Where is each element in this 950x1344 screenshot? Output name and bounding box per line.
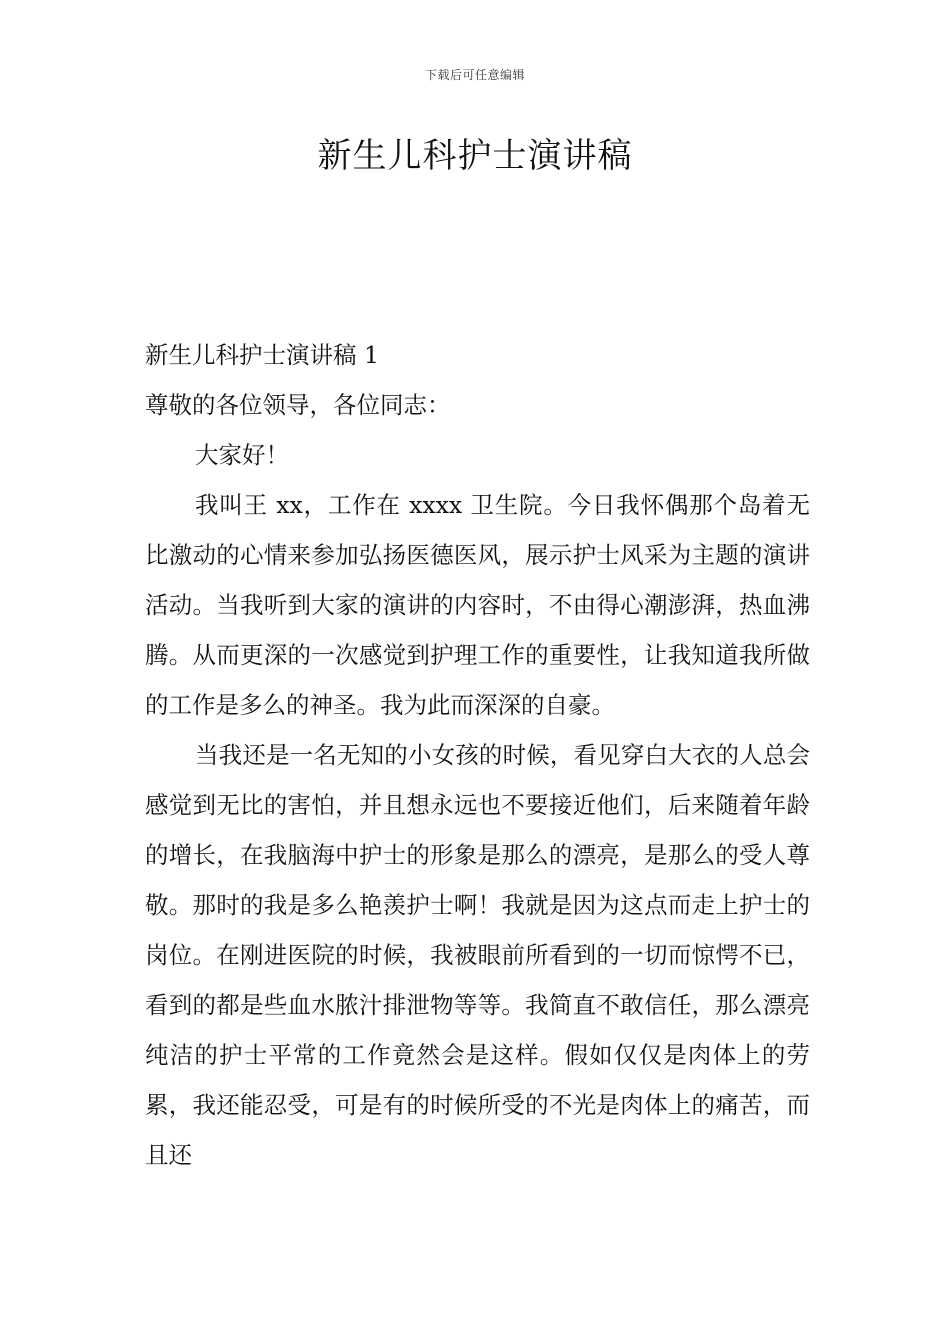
document-body [145,330,810,1180]
paragraph-story: 当我还是一名无知的小女孩的时候，看见穿白大衣的人总会感觉到无比的害怕，并且想永远也不要接近他们，后来随着年龄的增长，在我脑海中护士的形象是那么的漂亮，是那么的受人尊敬。那时的我是多么艳羡护士啊！我就是因为这点而走上护士的岗位。在刚进医院的时候，我被眼前所看到的一切而惊愕不已，看到的都是些血水脓汁排泄物等等。我简直不敢信任，那么漂亮纯洁的护士平常的工作竟然会是这样。假如仅仅是肉体上的劳累，我还能忍受，可是有的时候所受的不光是肉体上的痛苦，而且还 [145,741,810,1169]
section-heading: 新生儿科护士演讲稿 1 [145,341,379,369]
document-title: 新生儿科护士演讲稿 [317,136,633,176]
paragraph-greeting: 大家好！ [195,441,289,469]
header-note: 下载后可任意编辑 [424,68,525,82]
salutation: 尊敬的各位领导，各位同志： [145,391,451,419]
paragraph-introduction: 我叫王 xx，工作在 xxxx 卫生院。今日我怀偶那个岛着无比激动的心情来参加弘扬医德医风，展示护士风采为主题的演讲活动。当我听到大家的演讲的内容时，不由得心潮澎湃，热血沸腾。从而更深的一次感觉到护理工作的重要性，让我知道我所做的工作是多么的神圣。我为此而深深的自豪。 [145,491,810,719]
